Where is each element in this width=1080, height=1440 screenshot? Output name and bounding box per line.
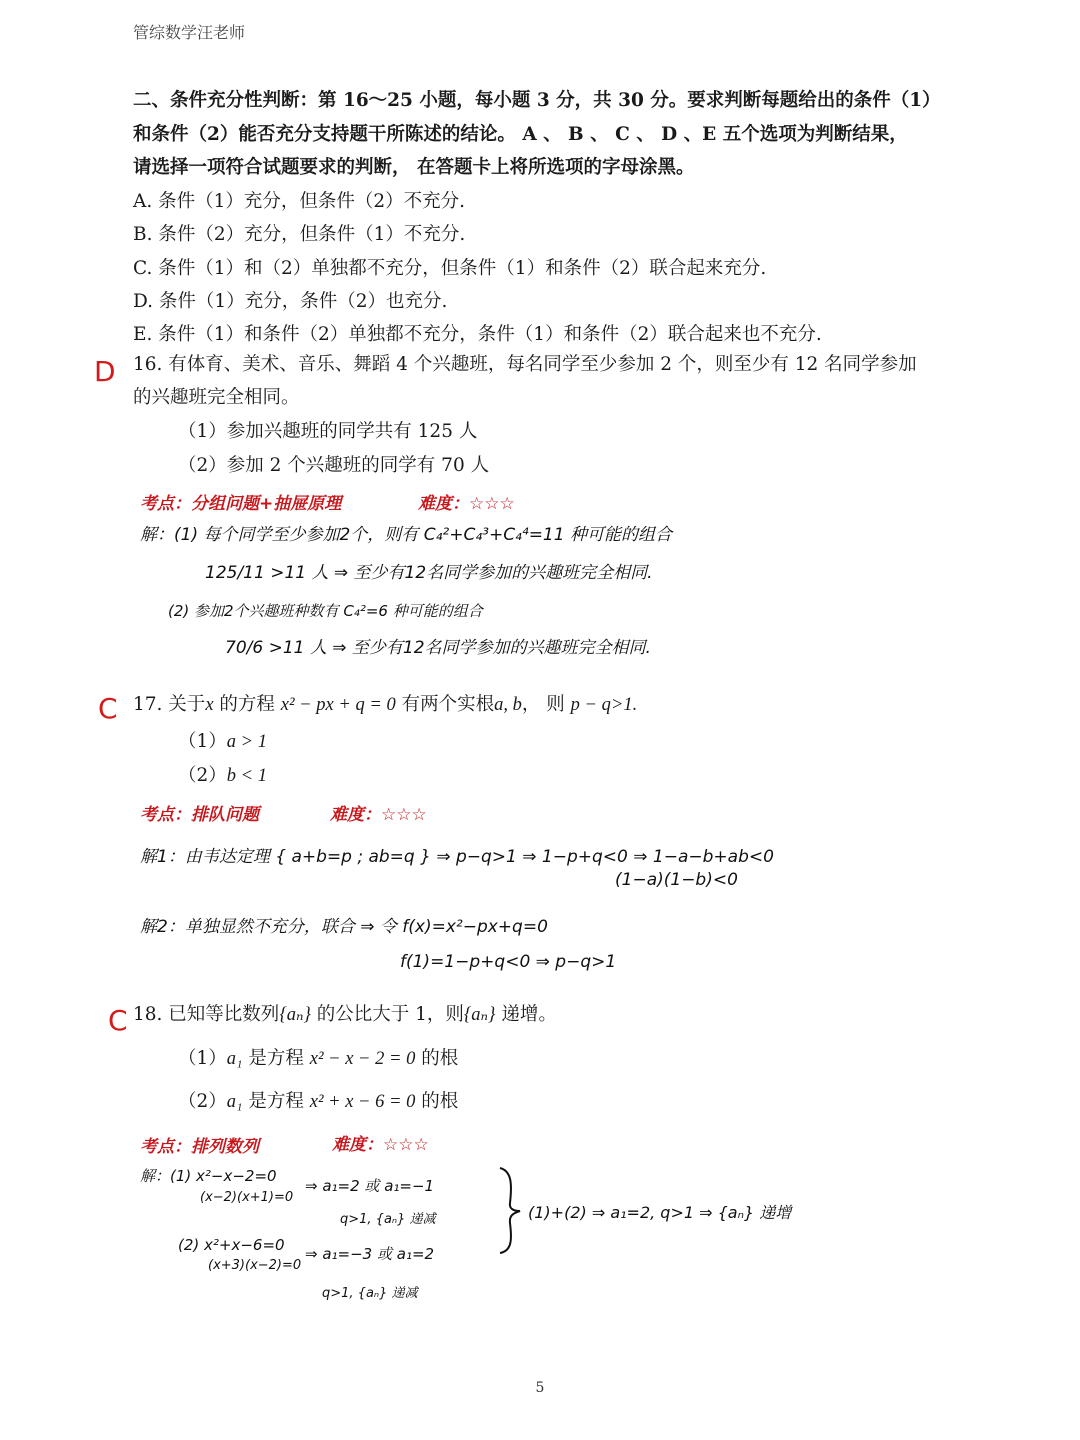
section-intro-line-1: 二、条件充分性判断：第 16～25 小题，每小题 3 分，共 30 分。要求判断每题给出的条件（1） — [133, 90, 941, 111]
option-d: D. 条件（1）充分，条件（2）也充分. — [133, 291, 448, 312]
q18-solution-1-conclusion: q>1, {aₙ} 递减 — [340, 1212, 436, 1227]
q18-cond-1-end: 的根 — [415, 1048, 459, 1069]
q18-condition-2 — [178, 1091, 458, 1113]
q16-solution-line-3: (2) 参加2个兴趣班种数有 C₄²=6 种可能的组合 — [168, 602, 483, 620]
q18-difficulty: 难度：☆☆☆ — [332, 1135, 429, 1155]
q17-solution-line-1: 解1：由韦达定理 { a+b=p ; ab=q } ⇒ p−q>1 ⇒ 1−p+q<0 ⇒ 1−a−b+ab<0 — [140, 847, 774, 867]
q18-cond-2-a1: a₁ — [226, 1092, 243, 1112]
option-b: B. 条件（2）充分，但条件（1）不充分. — [133, 224, 466, 245]
q18-cond-2-label: （2） — [178, 1091, 227, 1112]
q18-stem — [133, 1004, 557, 1026]
q18-topic: 考点：排列数列 — [140, 1137, 259, 1157]
q18-cond-1-equation: x² − x − 2 = 0 — [309, 1049, 416, 1069]
q17-cond-2-math: b < 1 — [226, 766, 268, 786]
q18-stem-sequence-2: {aₙ} — [463, 1005, 496, 1025]
q18-solution-2-conclusion: q>1, {aₙ} 递减 — [322, 1286, 418, 1301]
q16-stem-line-2: 的兴趣班完全相同。 — [133, 387, 300, 408]
header-author: 管综数学汪老师 — [133, 23, 246, 42]
q17-cond-2-label: （2） — [178, 765, 227, 786]
q18-stem-sequence: {aₙ} — [279, 1005, 311, 1025]
q17-stem-var-x: x — [205, 695, 214, 715]
q18-cond-1-text: 是方程 — [242, 1048, 310, 1069]
section-intro-line-3: 请选择一项符合试题要求的判断， 在答题卡上将所选项的字母涂黑。 — [133, 157, 695, 178]
q18-cond-2-text: 是方程 — [242, 1091, 310, 1112]
q18-solution-1-roots: ⇒ a₁=2 或 a₁=−1 — [305, 1177, 435, 1195]
q18-stem-end: 递增。 — [495, 1004, 557, 1025]
option-c: C. 条件（1）和（2）单独都不充分，但条件（1）和条件（2）联合起来充分. — [133, 258, 767, 279]
q17-solution-line-2: (1−a)(1−b)<0 — [615, 870, 738, 890]
q16-topic: 考点：分组问题+抽屉原理 — [140, 494, 342, 514]
q17-stem-mid-3: ， 则 — [521, 694, 571, 715]
option-e: E. 条件（1）和条件（2）单独都不充分，条件（1）和条件（2）联合起来也不充分. — [133, 324, 822, 345]
q18-cond-1-label: （1） — [178, 1048, 227, 1069]
q17-topic: 考点：排队问题 — [140, 805, 259, 825]
q16-stem-line-1: 16. 有体育、美术、音乐、舞蹈 4 个兴趣班，每名同学至少参加 2 个，则至少有 12 名同学参加 — [133, 354, 917, 375]
q17-solution-line-3: 解2：单独显然不充分，联合 ⇒ 令 f(x)=x²−px+q=0 — [140, 917, 548, 937]
q17-stem-prefix: 17. 关于 — [133, 694, 206, 715]
q17-cond-1-label: （1） — [178, 731, 227, 752]
q18-solution-1-factor: (x−2)(x+1)=0 — [200, 1190, 294, 1205]
q18-cond-1-a1: a₁ — [226, 1049, 243, 1069]
q16-condition-2: （2）参加 2 个兴趣班的同学有 70 人 — [178, 455, 490, 476]
q18-brace — [496, 1165, 526, 1255]
page-number: 5 — [535, 1380, 545, 1396]
q17-difficulty: 难度：☆☆☆ — [330, 805, 427, 825]
q18-condition-1 — [178, 1048, 458, 1070]
q17-stem — [133, 694, 637, 716]
q17-cond-1-math: a > 1 — [226, 732, 268, 752]
q18-solution-2-eq: (2) x²+x−6=0 — [178, 1236, 285, 1254]
q18-solution-1-eq: 解：(1) x²−x−2=0 — [140, 1167, 277, 1185]
q18-answer-mark: C — [108, 1004, 128, 1037]
q17-stem-mid-2: 有两个实根 — [395, 694, 495, 715]
q17-stem-equation: x² − px + q = 0 — [280, 695, 396, 715]
q18-solution-2-factor: (x+3)(x−2)=0 — [208, 1258, 302, 1273]
q17-stem-conclusion: p − q>1. — [570, 695, 638, 715]
q16-solution-line-1: 解：(1) 每个同学至少参加2个，则有 C₄²+C₄³+C₄⁴=11 种可能的组合 — [140, 525, 672, 545]
q17-solution-line-4: f(1)=1−p+q<0 ⇒ p−q>1 — [400, 952, 617, 972]
q18-cond-2-end: 的根 — [415, 1091, 459, 1112]
q16-solution-line-4: 70/6 >11 人 ⇒ 至少有12名同学参加的兴趣班完全相同. — [225, 638, 651, 658]
q18-cond-2-equation: x² + x − 6 = 0 — [309, 1092, 416, 1112]
q17-condition-1 — [178, 731, 267, 753]
q17-stem-mid: 的方程 — [213, 694, 281, 715]
q16-difficulty: 难度：☆☆☆ — [418, 494, 515, 514]
q17-stem-roots: a, b — [494, 695, 522, 715]
q18-joint-conclusion: (1)+(2) ⇒ a₁=2, q>1 ⇒ {aₙ} 递增 — [528, 1203, 792, 1222]
option-a: A. 条件（1）充分，但条件（2）不充分. — [133, 191, 466, 212]
q17-answer-mark: C — [98, 692, 118, 725]
q18-stem-prefix: 18. 已知等比数列 — [133, 1004, 280, 1025]
q18-solution-2-roots: ⇒ a₁=−3 或 a₁=2 — [305, 1245, 435, 1263]
q17-condition-2 — [178, 765, 267, 787]
q18-stem-mid: 的公比大于 1，则 — [310, 1004, 464, 1025]
q16-condition-1: （1）参加兴趣班的同学共有 125 人 — [178, 421, 478, 442]
q16-solution-line-2: 125/11 >11 人 ⇒ 至少有12名同学参加的兴趣班完全相同. — [205, 563, 653, 583]
section-intro-line-2: 和条件（2）能否充分支持题干所陈述的结论。 A 、 B 、 C 、 D 、E 五个选项为判断结果， — [133, 124, 908, 145]
q16-answer-mark: D — [94, 355, 116, 388]
